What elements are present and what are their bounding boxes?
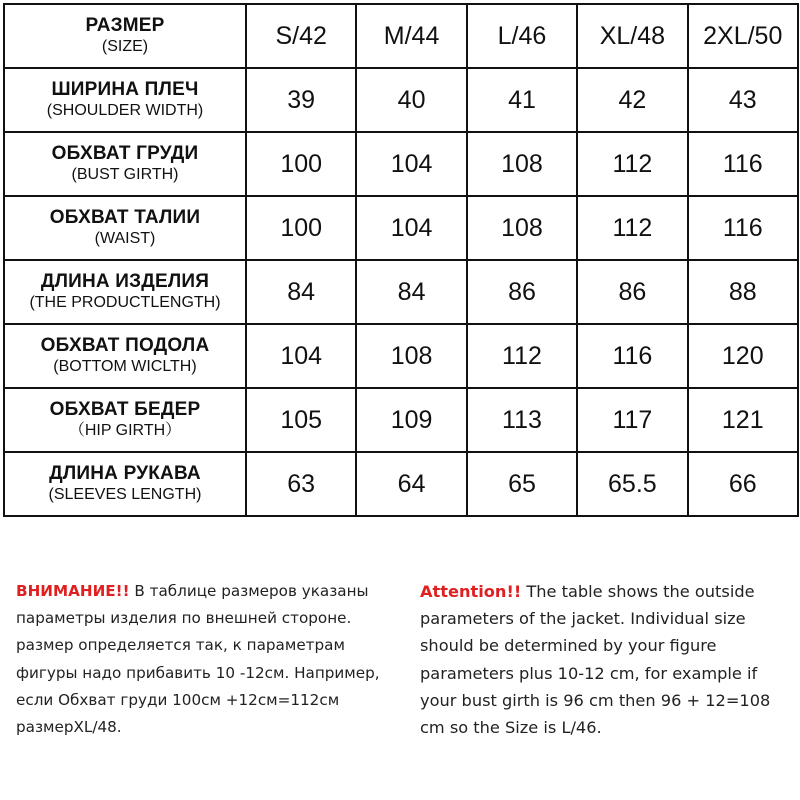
value: 105 — [280, 406, 323, 434]
value: 109 — [390, 406, 433, 434]
table-row — [4, 132, 798, 196]
row-label-cell — [4, 68, 246, 132]
value-cell — [356, 68, 466, 132]
value: 112 — [502, 342, 542, 370]
value: 39 — [287, 86, 316, 114]
value-cell — [688, 452, 798, 516]
value: 65.5 — [608, 470, 657, 498]
value-cell — [688, 196, 798, 260]
row-label-ru: ОБХВАТ ГРУДИ — [51, 143, 199, 164]
value: 86 — [618, 278, 647, 306]
row-label-en: (THE PRODUCTLENGTH) — [29, 294, 221, 311]
size-header-cell — [467, 4, 577, 68]
value: 65 — [508, 470, 536, 498]
value: 86 — [508, 278, 536, 306]
value: 117 — [612, 406, 653, 434]
value-cell — [577, 68, 687, 132]
value: 108 — [390, 342, 433, 370]
value-cell — [246, 196, 356, 260]
value: 116 — [612, 342, 653, 370]
table-row — [4, 452, 798, 516]
value: 121 — [721, 406, 764, 434]
value: 112 — [612, 150, 653, 178]
header-label-cell — [4, 4, 246, 68]
value-cell — [356, 324, 466, 388]
value-cell — [356, 132, 466, 196]
value-cell — [467, 452, 577, 516]
row-label-en: (WAIST) — [94, 230, 156, 247]
value-cell — [246, 260, 356, 324]
value: 108 — [501, 214, 543, 242]
value-cell — [246, 68, 356, 132]
size-label: S/42 — [275, 22, 327, 50]
size-header-cell — [246, 4, 356, 68]
attention-label-ru: ВНИМАНИЕ!! — [16, 582, 130, 600]
value-cell — [467, 68, 577, 132]
attention-text-en: The table shows the outside parameters of the jacket. Individual size should be determined by your figure parameters plus 10-12 cm, for example if your bust girth is 96 cm then 96 + 12=108 cm so the Size is L/46. — [420, 582, 771, 738]
value-cell — [467, 388, 577, 452]
row-label-ru: ОБХВАТ БЕДЕР — [49, 399, 201, 420]
size-header-cell — [356, 4, 466, 68]
value: 112 — [612, 214, 653, 242]
value-cell — [246, 324, 356, 388]
row-label-ru: ОБХВАТ ПОДОЛА — [40, 335, 210, 356]
attention-label-en: Attention!! — [420, 582, 522, 601]
row-label-cell — [4, 196, 246, 260]
value-cell — [356, 260, 466, 324]
table-row — [4, 324, 798, 388]
header-label-ru: РАЗМЕР — [85, 15, 165, 36]
row-label-en: (BOTTOM WICLTH) — [53, 358, 197, 375]
row-label-en: （HIP GIRTH） — [68, 422, 182, 439]
value: 113 — [502, 406, 542, 434]
size-label: 2XL/50 — [703, 22, 783, 50]
value: 84 — [287, 278, 316, 306]
size-label: XL/48 — [599, 22, 666, 50]
value: 116 — [722, 150, 763, 178]
value-cell — [246, 388, 356, 452]
table-header-row — [4, 4, 798, 68]
size-header-cell — [577, 4, 687, 68]
size-label: L/46 — [497, 22, 547, 50]
value: 108 — [501, 150, 543, 178]
value: 64 — [397, 470, 426, 498]
row-label-ru: ДЛИНА РУКАВА — [49, 463, 201, 484]
value-cell — [467, 324, 577, 388]
value: 104 — [280, 342, 323, 370]
attention-text-ru: В таблице размеров указаны параметры изделия по внешней стороне. размер определяется так, к параметрам фигуры надо прибавить 10 -12см. Например, если Обхват груди 100см +12см=112см размерXL/48. — [16, 582, 380, 737]
value: 43 — [728, 86, 757, 114]
value-cell — [356, 388, 466, 452]
value: 41 — [508, 86, 536, 114]
row-label-ru: ШИРИНА ПЛЕЧ — [51, 79, 199, 100]
value-cell — [577, 388, 687, 452]
value-cell — [467, 260, 577, 324]
row-label-en: (SHOULDER WIDTH) — [46, 102, 204, 119]
row-label-en: (BUST GIRTH) — [71, 166, 179, 183]
attention-note-ru — [16, 578, 400, 741]
value-cell — [577, 324, 687, 388]
value: 104 — [390, 150, 433, 178]
row-label-en: (SLEEVES LENGTH) — [48, 486, 202, 503]
size-label: M/44 — [383, 22, 440, 50]
value: 100 — [280, 150, 323, 178]
table-row — [4, 68, 798, 132]
value: 120 — [721, 342, 764, 370]
value-cell — [688, 388, 798, 452]
value-cell — [467, 196, 577, 260]
value: 42 — [618, 86, 647, 114]
row-label-ru: ДЛИНА ИЗДЕЛИЯ — [40, 271, 210, 292]
row-label-cell — [4, 260, 246, 324]
value: 40 — [397, 86, 426, 114]
value: 88 — [728, 278, 757, 306]
row-label-cell — [4, 324, 246, 388]
value-cell — [467, 132, 577, 196]
value-cell — [356, 452, 466, 516]
value: 104 — [390, 214, 433, 242]
value-cell — [688, 68, 798, 132]
value-cell — [577, 132, 687, 196]
value-cell — [688, 324, 798, 388]
size-header-cell — [688, 4, 798, 68]
row-label-ru: ОБХВАТ ТАЛИИ — [49, 207, 201, 228]
row-label-cell — [4, 452, 246, 516]
value-cell — [577, 196, 687, 260]
value: 66 — [728, 470, 757, 498]
value-cell — [688, 132, 798, 196]
value: 63 — [287, 470, 316, 498]
table-row — [4, 260, 798, 324]
table-row — [4, 196, 798, 260]
value-cell — [577, 260, 687, 324]
row-label-cell — [4, 388, 246, 452]
size-chart-table — [3, 3, 799, 517]
value-cell — [577, 452, 687, 516]
value-cell — [246, 452, 356, 516]
table-row — [4, 388, 798, 452]
value: 100 — [280, 214, 323, 242]
row-label-cell — [4, 132, 246, 196]
value-cell — [688, 260, 798, 324]
value: 116 — [722, 214, 763, 242]
value-cell — [356, 196, 466, 260]
value-cell — [246, 132, 356, 196]
header-label-en: (SIZE) — [101, 38, 149, 55]
attention-note-en — [420, 578, 792, 741]
value: 84 — [397, 278, 426, 306]
